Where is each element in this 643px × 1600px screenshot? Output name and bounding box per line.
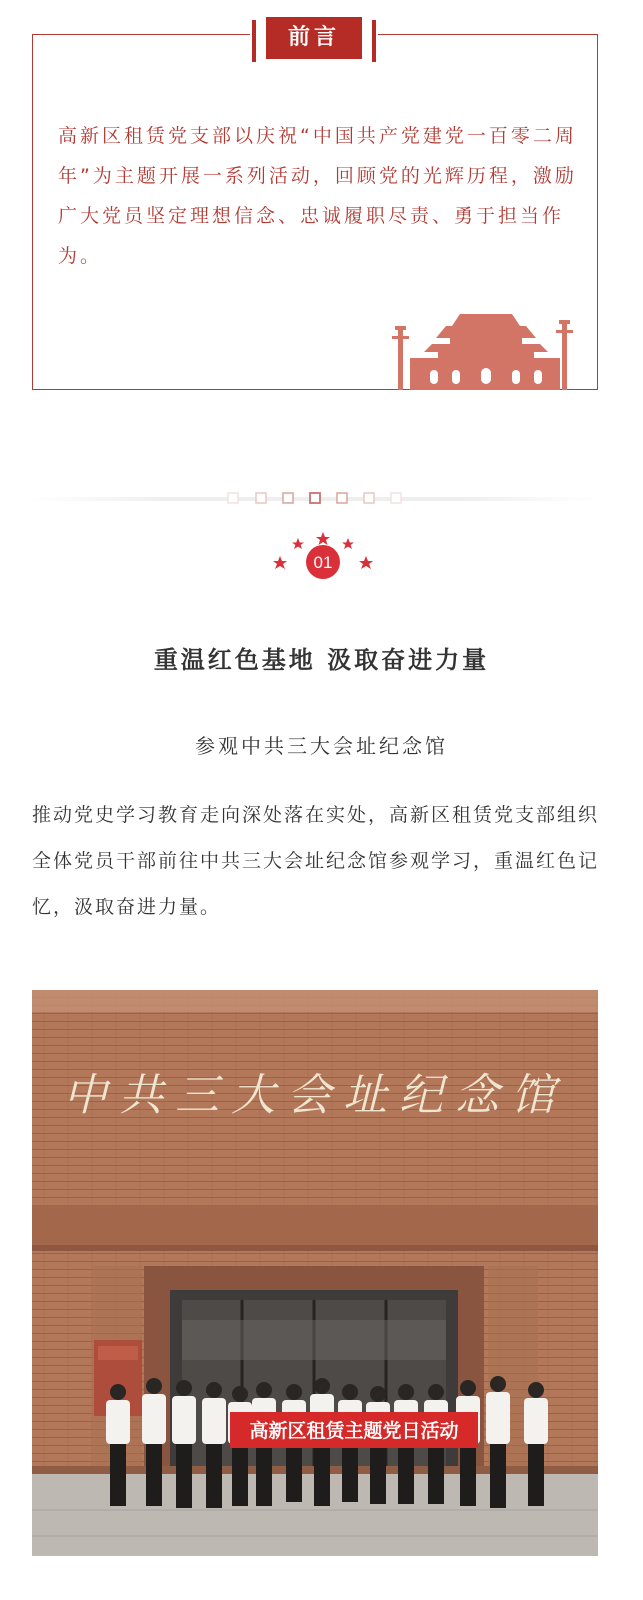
title-bar-left bbox=[252, 20, 256, 62]
section-subtitle: 参观中共三大会址纪念馆 bbox=[195, 734, 448, 758]
preface-title-tab bbox=[250, 14, 378, 64]
title-bar-right bbox=[372, 20, 376, 62]
preface-text: 高新区租赁党支部以庆祝“中国共产党建党一百零二周年”为主题开展一系列活动，回顾党的光辉历程，激励广大党员坚定理想信念、忠诚履职尽责、勇于担当作为。 bbox=[58, 125, 577, 267]
section-body: 推动党史学习教育走向深处落在实处，高新区租赁党支部组织全体党员干部前往中共三大会址纪念馆参观学习，重温红色记忆，汲取奋进力量。 bbox=[32, 804, 600, 918]
section-number-badge bbox=[268, 530, 378, 580]
divider-squares bbox=[226, 490, 406, 508]
preface-title: 前言 bbox=[266, 17, 362, 59]
group-photo bbox=[32, 990, 598, 1556]
section-number: 01 bbox=[313, 553, 333, 572]
section-title: 重温红色基地 汲取奋进力量 bbox=[153, 646, 490, 674]
photo-banner: 高新区租赁主题党日活动 bbox=[249, 1420, 459, 1442]
building-sign: 中共三大会址纪念馆 bbox=[63, 1070, 567, 1121]
tiananmen-illustration bbox=[390, 300, 580, 390]
